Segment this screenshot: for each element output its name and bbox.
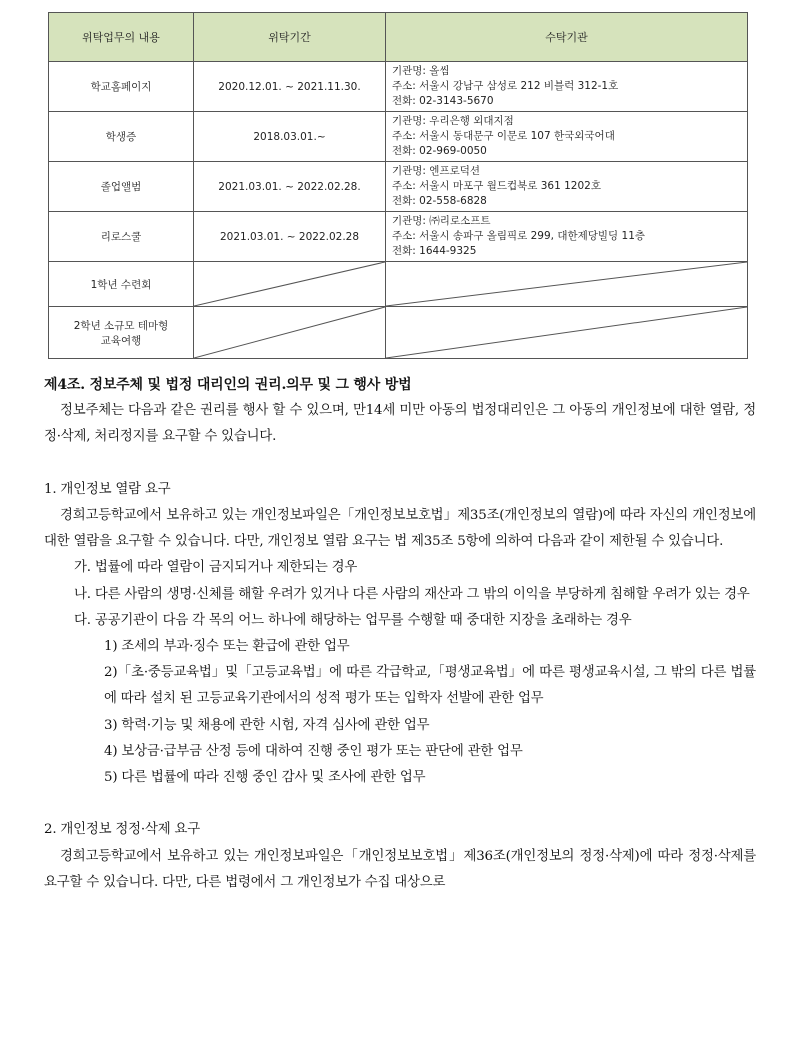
item1-ga: 가. 법률에 따라 열람이 금지되거나 제한되는 경우 [74, 560, 358, 576]
item1-n5: 5) 다른 법률에 따라 진행 중인 감사 및 조사에 관한 업무 [104, 770, 426, 786]
header-task: 위탁업무의 내용 [49, 13, 194, 62]
org-name: 기관명: ㈜리로소프트 [392, 215, 491, 227]
table-row [49, 162, 748, 212]
task-cell: 리로스쿨 [49, 212, 194, 262]
org-address: 주소: 서울시 마포구 월드컵북로 361 1202호 [392, 180, 601, 192]
org-name: 기관명: 올씸 [392, 65, 450, 77]
section-intro: 정보주체는 다음과 같은 권리를 행사 할 수 있으며, 만14세 미만 아동의 법정대리인은 그 아동의 개인정보에 대한 열람, 정정·삭제, 처리정지를 요구할 수 있습니다. [44, 403, 756, 445]
table-row [49, 112, 748, 162]
org-cell [386, 162, 748, 212]
diagonal-slash [194, 307, 385, 358]
period-cell: 2021.03.01. ~ 2022.02.28. [194, 162, 386, 212]
item1-n2: 2)「초·중등교육법」및「고등교육법」에 따른 각급학교,「평생교육법」에 따른 평생교육시설, 그 밖의 다른 법률에 따라 설치 된 고등교육기관에서의 성적 평가 또는 입학자 선발에 관한 업무 [104, 665, 756, 707]
task-cell: 2학년 소규모 테마형 교육여행 [49, 307, 194, 359]
item1-da: 다. 공공기관이 다음 각 목의 어느 하나에 해당하는 업무를 수행할 때 중대한 지장을 초래하는 경우 [74, 612, 632, 628]
item1-text: 경희고등학교에서 보유하고 있는 개인정보파일은「개인정보보호법」제35조(개인정보의 열람)에 따라 자신의 개인정보에 대한 열람을 요구할 수 있습니다. 다만, 개인정보 열람 요구는 법 제35조 5항에 의하여 다음과 같이 제한될 수 있습니다. [44, 508, 756, 550]
document-body [44, 372, 756, 896]
item2-heading: 2. 개인정보 정정·삭제 요구 [44, 822, 200, 838]
task-cell: 학교홈페이지 [49, 62, 194, 112]
org-address: 주소: 서울시 강남구 삼성로 212 비블럭 312-1호 [392, 80, 619, 92]
item1-n3: 3) 학력·기능 및 채용에 관한 시험, 자격 심사에 관한 업무 [104, 717, 430, 733]
period-cell: 2021.03.01. ~ 2022.02.28 [194, 212, 386, 262]
header-org: 수탁기관 [386, 13, 748, 62]
org-phone: 전화: 1644-9325 [392, 245, 477, 257]
org-phone: 전화: 02-558-6828 [392, 195, 487, 207]
org-cell [386, 112, 748, 162]
header-period: 위탁기간 [194, 13, 386, 62]
table-row [49, 307, 748, 359]
diagonal-slash [386, 262, 747, 306]
item1-na: 나. 다른 사람의 생명·신체를 해할 우려가 있거나 다른 사람의 재산과 그 밖의 이익을 부당하게 침해할 우려가 있는 경우 [74, 586, 750, 602]
diagonal-slash [386, 307, 747, 358]
org-name: 기관명: 엔프로덕션 [392, 165, 481, 177]
item1-heading: 1. 개인정보 열람 요구 [44, 481, 171, 497]
org-name: 기관명: 우리은행 외대지점 [392, 115, 514, 127]
diagonal-slash [194, 262, 385, 306]
org-cell [386, 62, 748, 112]
empty-period-cell [194, 262, 386, 307]
section-title: 제4조. 정보주체 및 법정 대리인의 권리.의무 및 그 행사 방법 [44, 377, 412, 393]
task-cell: 1학년 수련회 [49, 262, 194, 307]
empty-org-cell [386, 307, 748, 359]
table-row [49, 212, 748, 262]
table-row [49, 62, 748, 112]
org-phone: 전화: 02-3143-5670 [392, 95, 494, 107]
task-cell: 학생증 [49, 112, 194, 162]
empty-org-cell [386, 262, 748, 307]
task-cell: 졸업앨범 [49, 162, 194, 212]
item1-n1: 1) 조세의 부과·징수 또는 환급에 관한 업무 [104, 639, 350, 655]
period-cell: 2018.03.01.~ [194, 112, 386, 162]
item2-text: 경희고등학교에서 보유하고 있는 개인정보파일은「개인정보보호법」제36조(개인정보의 정정·삭제)에 따라 정정·삭제를 요구할 수 있습니다. 다만, 다른 법령에서 그 개인정보가 수집 대상으로 [44, 848, 756, 890]
entrustment-table [48, 12, 748, 359]
org-phone: 전화: 02-969-0050 [392, 145, 487, 157]
table-row [49, 262, 748, 307]
empty-period-cell [194, 307, 386, 359]
item1-n4: 4) 보상금·급부금 산정 등에 대하여 진행 중인 평가 또는 판단에 관한 업무 [104, 743, 523, 759]
period-cell: 2020.12.01. ~ 2021.11.30. [194, 62, 386, 112]
org-address: 주소: 서울시 동대문구 이문로 107 한국외국어대 [392, 130, 615, 142]
org-address: 주소: 서울시 송파구 올림픽로 299, 대한제당빌딩 11층 [392, 230, 646, 242]
org-cell [386, 212, 748, 262]
